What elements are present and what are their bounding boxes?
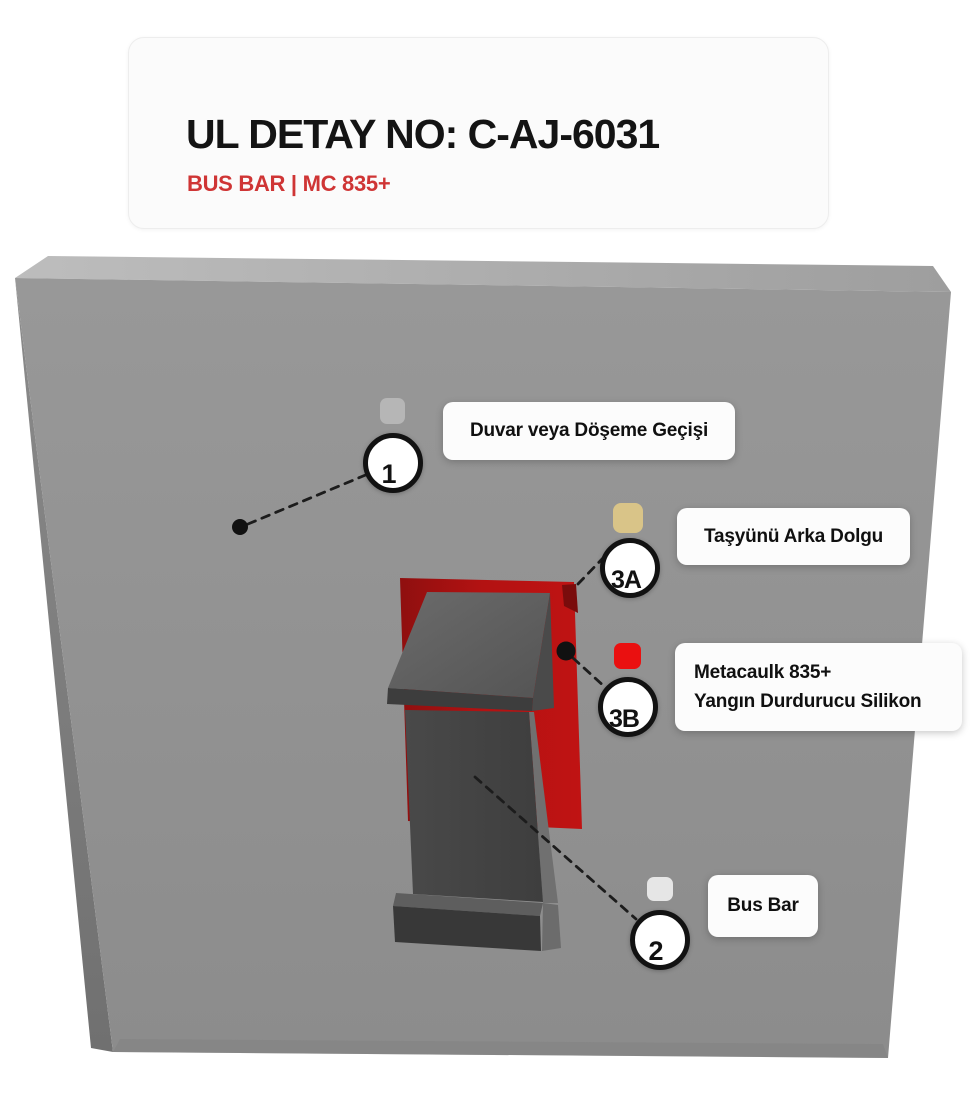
label-mineral-wool-text: Taşyünü Arka Dolgu bbox=[703, 525, 884, 547]
label-mineral-wool bbox=[677, 508, 910, 565]
leader-dot-3b bbox=[557, 642, 576, 661]
callout-circle-3b bbox=[598, 677, 658, 737]
label-firestop-silicone bbox=[675, 643, 962, 731]
callout-circle-1 bbox=[363, 433, 423, 493]
busbar-flange-right bbox=[542, 903, 561, 951]
label-firestop-silicone-line1: Metacaulk 835+ bbox=[694, 662, 832, 683]
page-subtitle: BUS BAR | MC 835+ bbox=[187, 171, 391, 196]
swatch-mineral-wool bbox=[613, 503, 643, 533]
callout-circle-3a bbox=[600, 538, 660, 598]
label-busbar bbox=[708, 875, 818, 937]
label-wall-opening bbox=[443, 402, 735, 460]
leader-dot-1 bbox=[232, 519, 248, 535]
label-wall-opening-text: Duvar veya Döşeme Geçişi bbox=[469, 420, 709, 441]
busbar-column-front bbox=[405, 710, 543, 902]
swatch-busbar bbox=[647, 877, 673, 901]
callout-number-2: 2 bbox=[648, 936, 664, 966]
swatch-wall-opening bbox=[380, 398, 405, 424]
callout-number-1: 1 bbox=[381, 459, 397, 489]
callout-number-3b: 3B bbox=[609, 705, 639, 733]
callout-number-3a: 3A bbox=[611, 566, 641, 594]
swatch-firestop-silicone bbox=[614, 643, 641, 669]
label-firestop-silicone-line2: Yangın Durdurucu Silikon bbox=[694, 691, 922, 712]
label-busbar-text: Bus Bar bbox=[727, 895, 799, 916]
callout-circle-2 bbox=[630, 910, 690, 970]
page-title: UL DETAY NO: C-AJ-6031 bbox=[186, 111, 660, 157]
